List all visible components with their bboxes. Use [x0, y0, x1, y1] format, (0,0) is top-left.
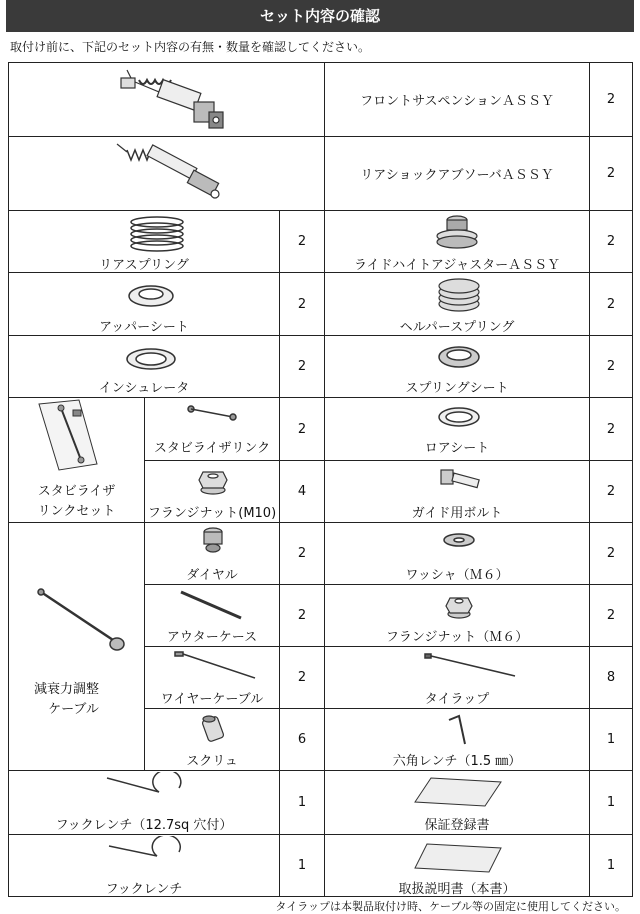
- spring-seat-icon: [325, 337, 589, 377]
- item-name: フロントサスペンションＡＳＳＹ: [325, 63, 590, 137]
- item-name: フランジナット(M10): [147, 505, 277, 521]
- document-icon: [325, 772, 589, 812]
- hook-wrench-icon: [9, 772, 279, 812]
- item-name: ロアシート: [424, 440, 490, 456]
- item-name: ダイヤル: [186, 567, 238, 583]
- item-qty: 2: [590, 211, 633, 273]
- tie-wrap-cell: [325, 647, 590, 709]
- lower-seat-icon: [325, 399, 589, 435]
- contents-table: [8, 62, 633, 897]
- table-row: [9, 398, 633, 461]
- item-name: インシュレータ: [98, 380, 190, 396]
- front-suspension-illustration: [9, 63, 325, 137]
- item-qty: 2: [280, 336, 325, 398]
- hook-wrench-127-cell: [9, 771, 280, 835]
- item-qty: 2: [590, 585, 633, 647]
- dial-cell: [145, 523, 280, 585]
- upper-seat-cell: [9, 273, 280, 336]
- nut-icon: [145, 462, 280, 498]
- stabilizer-set-cell: [9, 398, 145, 523]
- rear-shock-illustration: [9, 137, 325, 211]
- outer-case-cell: [145, 585, 280, 647]
- item-qty: 2: [280, 273, 325, 336]
- item-name: 六角レンチ（1.5 ㎜）: [392, 753, 522, 769]
- item-name: ヘルパースプリング: [399, 319, 515, 335]
- washer-m6-cell: [325, 523, 590, 585]
- table-row: [9, 63, 633, 137]
- hook-wrench-cell: [9, 835, 280, 897]
- hook-wrench-icon: [9, 836, 279, 876]
- item-qty: 2: [280, 647, 325, 709]
- item-name: アッパーシート: [99, 319, 189, 335]
- wire-cable-cell: [145, 647, 280, 709]
- screw-cell: [145, 709, 280, 771]
- tie-wrap-icon: [325, 648, 589, 684]
- table-row: [9, 523, 633, 585]
- item-qty: 6: [280, 709, 325, 771]
- item-qty: 2: [280, 398, 325, 461]
- item-qty: 2: [280, 585, 325, 647]
- section-header: セット内容の確認: [6, 0, 634, 32]
- dial-icon: [145, 524, 280, 560]
- table-row: [9, 835, 633, 897]
- item-name: リアショックアブソーバＡＳＳＹ: [325, 137, 590, 211]
- item-name: ワイヤーケーブル: [160, 691, 264, 707]
- item-qty: 2: [590, 398, 633, 461]
- item-qty: 2: [590, 63, 633, 137]
- intro-text: 取付け前に、下記のセット内容の有無・数量を確認してください。: [10, 40, 371, 54]
- link-rod-icon: [145, 399, 280, 429]
- item-qty: 2: [590, 336, 633, 398]
- item-name-line2: ケーブル: [48, 701, 99, 717]
- item-qty: 1: [590, 709, 633, 771]
- warranty-cell: [325, 771, 590, 835]
- item-name-line2: リンクセット: [37, 504, 116, 519]
- item-qty: 2: [280, 211, 325, 273]
- damping-cable-cell: [9, 523, 145, 771]
- table-row: [9, 137, 633, 211]
- seat-ring-icon: [9, 274, 279, 314]
- insulator-icon: [9, 337, 279, 377]
- stabilizer-link-cell: [145, 398, 280, 461]
- item-name: ライドハイトアジャスターＡＳＳＹ: [353, 257, 561, 273]
- item-name: フランジナット（Ｍ６）: [385, 629, 529, 645]
- item-qty: 2: [590, 461, 633, 523]
- spring-seat-cell: [325, 336, 590, 398]
- table-row: [9, 771, 633, 835]
- item-name: タイラップ: [424, 691, 490, 707]
- cable-icon: [9, 578, 145, 688]
- document-icon: [325, 836, 589, 876]
- item-qty: 4: [280, 461, 325, 523]
- spring-icon: [9, 212, 279, 256]
- item-qty: 2: [590, 137, 633, 211]
- item-name: スタビライザリンク: [153, 440, 271, 456]
- item-name: スクリュ: [186, 753, 238, 769]
- item-qty: 2: [280, 523, 325, 585]
- item-name: 取扱説明書（本書）: [398, 881, 516, 897]
- item-name: スプリングシート: [405, 380, 509, 396]
- footnote: タイラップは本製品取付け時、ケーブル等の固定に使用してください。: [275, 900, 626, 913]
- screw-icon: [145, 710, 280, 746]
- item-name-line1: スタビライザ: [37, 484, 116, 499]
- nut-icon: [325, 586, 589, 622]
- flange-nut-m6-cell: [325, 585, 590, 647]
- manual-cell: [325, 835, 590, 897]
- item-name: フックレンチ（12.7sq 穴付）: [55, 817, 233, 833]
- bolt-icon: [325, 462, 589, 498]
- item-name: ワッシャ（Ｍ６）: [405, 567, 509, 583]
- item-name-line1: 減衰力調整: [33, 681, 99, 697]
- item-name: フックレンチ: [105, 881, 183, 897]
- insulator-cell: [9, 336, 280, 398]
- item-name: ガイド用ボルト: [411, 505, 503, 521]
- lower-seat-cell: [325, 398, 590, 461]
- hex-wrench-icon: [325, 710, 589, 750]
- item-name: リアスプリング: [99, 257, 189, 273]
- rear-spring-cell: [9, 211, 280, 273]
- helper-spring-icon: [325, 274, 589, 314]
- helper-spring-cell: [325, 273, 590, 336]
- table-row: [9, 336, 633, 398]
- hex-wrench-cell: [325, 709, 590, 771]
- outer-case-icon: [145, 586, 280, 622]
- ride-height-cell: [325, 211, 590, 273]
- flange-nut-m10-cell: [145, 461, 280, 523]
- item-qty: 1: [280, 835, 325, 897]
- item-qty: 2: [590, 523, 633, 585]
- guide-bolt-cell: [325, 461, 590, 523]
- table-row: [9, 273, 633, 336]
- item-qty: 1: [280, 771, 325, 835]
- stabilizer-bag-icon: [9, 398, 145, 474]
- item-name: 保証登録書: [424, 817, 490, 833]
- adjuster-icon: [325, 212, 589, 252]
- wire-icon: [145, 648, 280, 684]
- item-qty: 8: [590, 647, 633, 709]
- item-qty: 1: [590, 835, 633, 897]
- washer-icon: [325, 524, 589, 560]
- item-qty: 1: [590, 771, 633, 835]
- table-row: [9, 211, 633, 273]
- item-name: アウターケース: [166, 629, 258, 645]
- item-qty: 2: [590, 273, 633, 336]
